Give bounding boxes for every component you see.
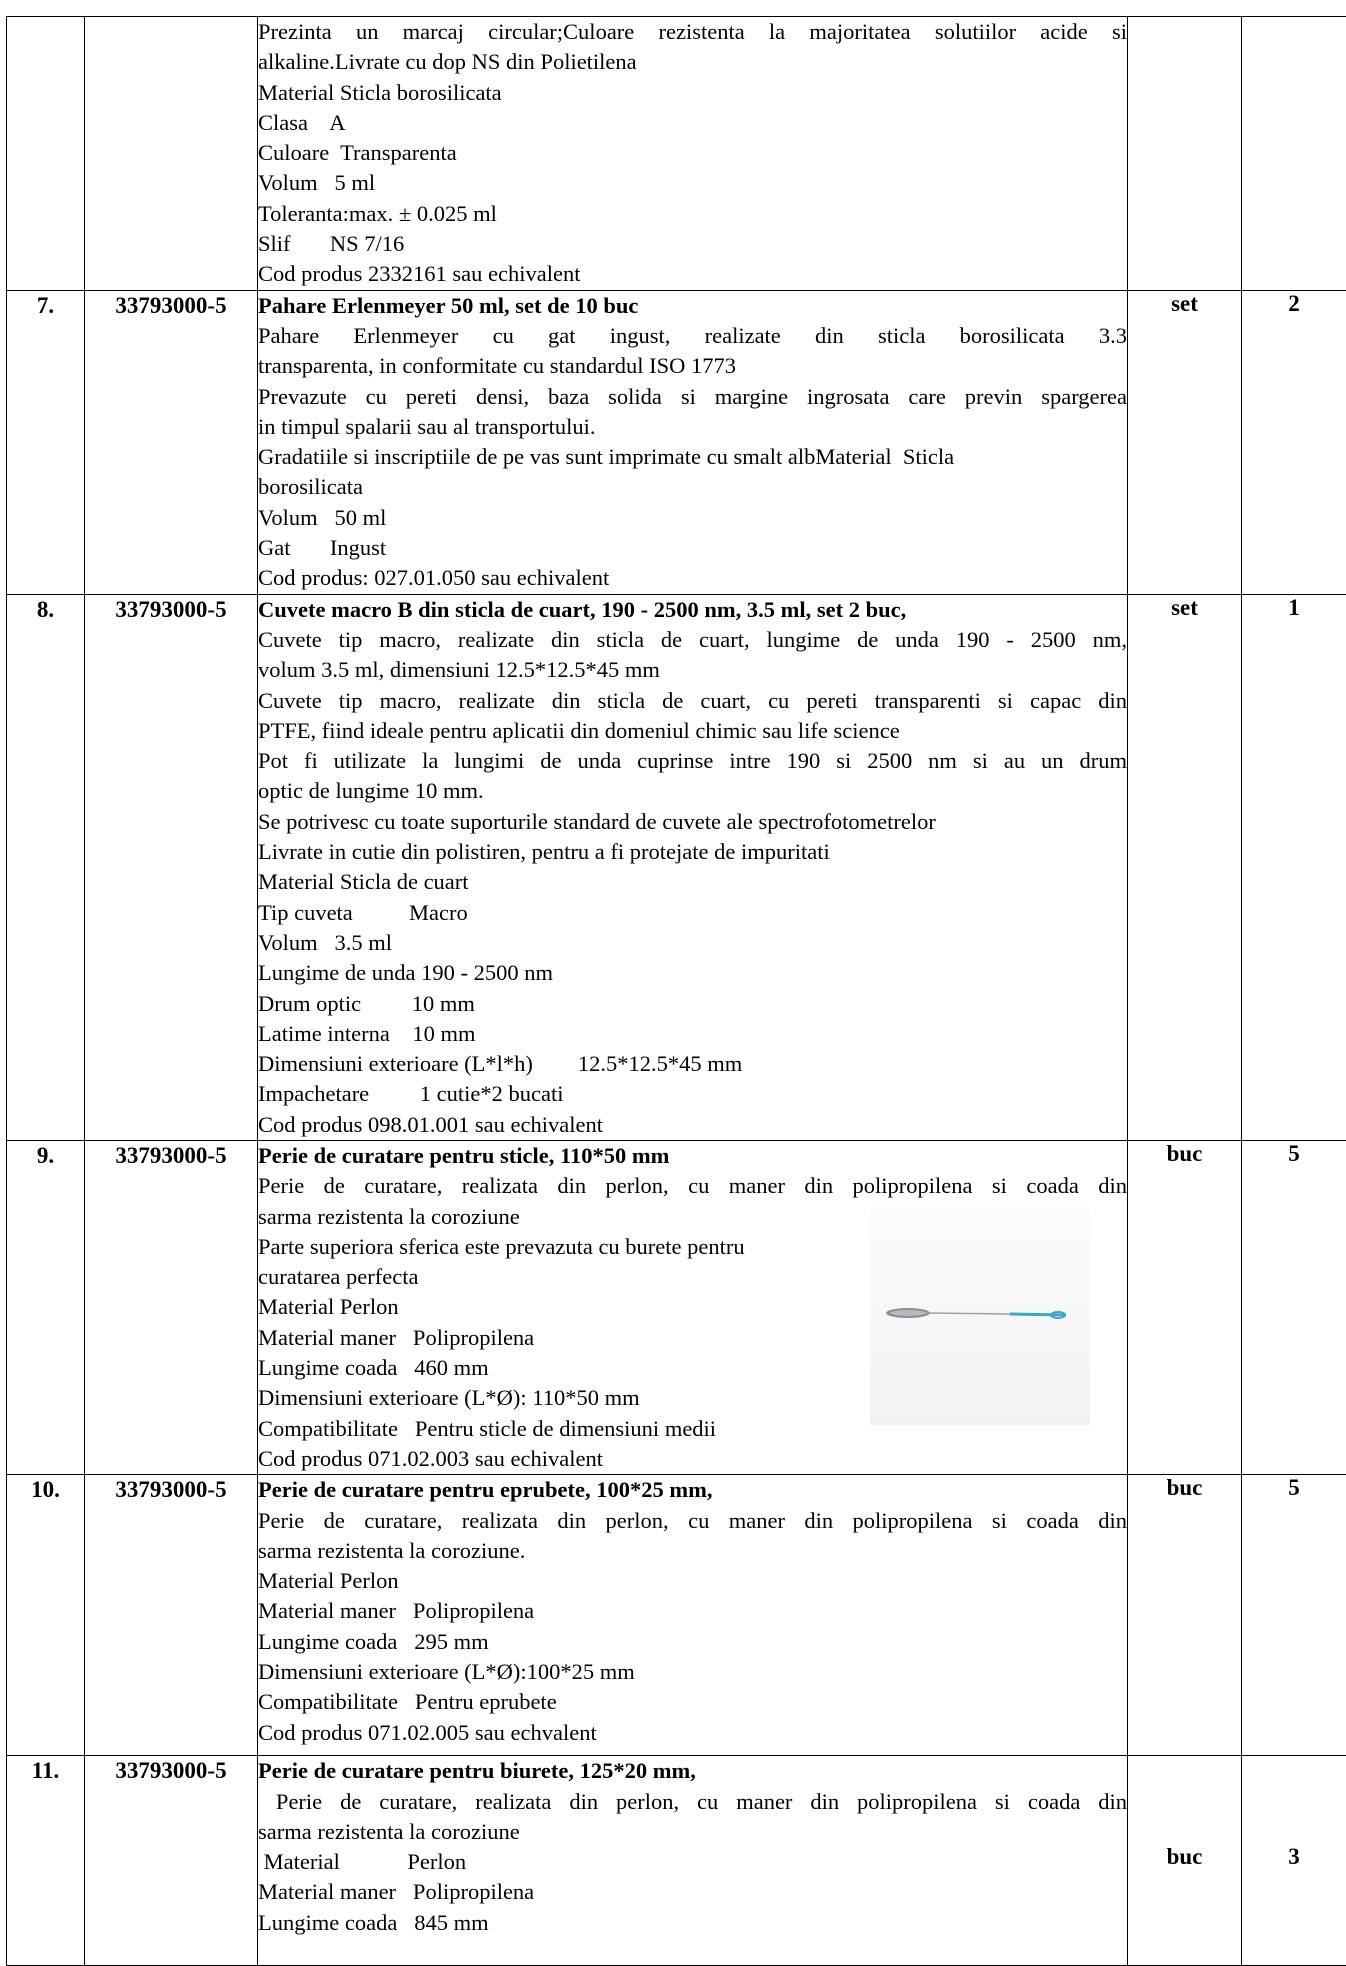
- description-line: Perie de curatare, realizata din perlon, cu maner din polipropilena si coada din: [258, 1506, 1127, 1536]
- quantity: 5: [1242, 1140, 1346, 1474]
- quantity: 2: [1242, 290, 1346, 594]
- table-row: [7, 17, 1346, 291]
- description-line: Cod produs 098.01.001 sau echivalent: [258, 1110, 1127, 1140]
- table-row: [7, 1756, 1346, 1966]
- description-line: Gat Ingust: [258, 533, 1127, 563]
- unit-of-measure: buc: [1128, 1140, 1242, 1474]
- description-line: Material maner Polipropilena: [258, 1596, 1127, 1626]
- description-line: borosilicata: [258, 472, 1127, 502]
- item-description: [258, 1140, 1128, 1474]
- description-line: sarma rezistenta la coroziune: [258, 1817, 1127, 1847]
- table-row: [7, 594, 1346, 1140]
- description-line: Se potrivesc cu toate suporturile standard de cuvete ale spectrofotometrelor: [258, 807, 1127, 837]
- description-line: Cod produs: 027.01.050 sau echivalent: [258, 563, 1127, 593]
- brush-icon: [870, 1205, 1090, 1425]
- specifications-table: [6, 16, 1346, 1966]
- item-number: 7.: [7, 290, 85, 594]
- description-line: Toleranta:max. ± 0.025 ml: [258, 199, 1127, 229]
- unit-of-measure: set: [1128, 594, 1242, 1140]
- item-description: [258, 1475, 1128, 1756]
- description-line: Pahare Erlenmeyer cu gat ingust, realizate din sticla borosilicata 3.3: [258, 321, 1127, 351]
- description-line: Lungime coada 295 mm: [258, 1627, 1127, 1657]
- description-line: Prezinta un marcaj circular;Culoare rezistenta la majoritatea solutiilor acide si: [258, 17, 1127, 47]
- description-line: Cuvete tip macro, realizate din sticla de cuart, cu pereti transparenti si capac din: [258, 686, 1127, 716]
- quantity: 5: [1242, 1475, 1346, 1756]
- quantity: 1: [1242, 594, 1346, 1140]
- description-line: Perie de curatare, realizata din perlon, cu maner din polipropilena si coada din: [258, 1787, 1127, 1817]
- description-line: Slif NS 7/16: [258, 229, 1127, 259]
- description-line: Impachetare 1 cutie*2 bucati: [258, 1079, 1127, 1109]
- description-line: Dimensiuni exterioare (L*Ø): 110*50 mm: [258, 1383, 1127, 1413]
- item-title: Perie de curatare pentru sticle, 110*50 mm: [258, 1141, 1127, 1171]
- description-line: Lungime de unda 190 - 2500 nm: [258, 958, 1127, 988]
- item-title: Perie de curatare pentru biurete, 125*20 mm,: [258, 1756, 1127, 1786]
- description-line: PTFE, fiind ideale pentru aplicatii din domeniul chimic sau life science: [258, 716, 1127, 746]
- description-line: Culoare Transparenta: [258, 138, 1127, 168]
- item-description: [258, 594, 1128, 1140]
- cpv-code: 33793000-5: [85, 290, 258, 594]
- description-line: Cod produs 071.02.005 sau echvalent: [258, 1718, 1127, 1748]
- description-line: Material Sticla borosilicata: [258, 78, 1127, 108]
- description-line: Material Perlon: [258, 1292, 1127, 1322]
- description-line: Volum 50 ml: [258, 503, 1127, 533]
- item-number: 10.: [7, 1475, 85, 1756]
- description-line: transparenta, in conformitate cu standardul ISO 1773: [258, 351, 1127, 381]
- table-row: [7, 1475, 1346, 1756]
- description-line: Compatibilitate Pentru eprubete: [258, 1687, 1127, 1717]
- item-title: Perie de curatare pentru eprubete, 100*25 mm,: [258, 1475, 1127, 1505]
- description-line: in timpul spalarii sau al transportului.: [258, 412, 1127, 442]
- description-line: Material maner Polipropilena: [258, 1323, 1127, 1353]
- description-line: curatarea perfecta: [258, 1262, 1127, 1292]
- item-description: [258, 17, 1128, 291]
- description-line: alkaline.Livrate cu dop NS din Polietilena: [258, 47, 1127, 77]
- item-number: 9.: [7, 1140, 85, 1474]
- unit-of-measure: buc: [1128, 1756, 1242, 1966]
- description-line: Pot fi utilizate la lungimi de unda cuprinse intre 190 si 2500 nm si au un drum: [258, 746, 1127, 776]
- cpv-code: 33793000-5: [85, 1140, 258, 1474]
- description-line: volum 3.5 ml, dimensiuni 12.5*12.5*45 mm: [258, 655, 1127, 685]
- description-line: Prevazute cu pereti densi, baza solida si margine ingrosata care previn spargerea: [258, 382, 1127, 412]
- description-line: Gradatiile si inscriptiile de pe vas sunt imprimate cu smalt albMaterial Sticla: [258, 442, 1127, 472]
- description-line: Volum 3.5 ml: [258, 928, 1127, 958]
- description-line: Material maner Polipropilena: [258, 1877, 1127, 1907]
- cpv-code: 33793000-5: [85, 1756, 258, 1966]
- description-line: Parte superiora sferica este prevazuta cu burete pentru: [258, 1232, 1127, 1262]
- item-number: 8.: [7, 594, 85, 1140]
- cpv-code: [85, 17, 258, 291]
- description-line: Dimensiuni exterioare (L*l*h) 12.5*12.5*45 mm: [258, 1049, 1127, 1079]
- description-line: Livrate in cutie din polistiren, pentru a fi protejate de impuritati: [258, 837, 1127, 867]
- item-title: Cuvete macro B din sticla de cuart, 190 - 2500 nm, 3.5 ml, set 2 buc,: [258, 595, 1127, 625]
- description-line: Drum optic 10 mm: [258, 989, 1127, 1019]
- item-number: [7, 17, 85, 291]
- item-description: [258, 1756, 1128, 1966]
- unit-of-measure: [1128, 17, 1242, 291]
- description-line: Latime interna 10 mm: [258, 1019, 1127, 1049]
- description-line: Material Perlon: [258, 1566, 1127, 1596]
- table-row: [7, 1140, 1346, 1474]
- description-line: Dimensiuni exterioare (L*Ø):100*25 mm: [258, 1657, 1127, 1687]
- description-line: Cod produs 071.02.003 sau echivalent: [258, 1444, 1127, 1474]
- description-line: Clasa A: [258, 108, 1127, 138]
- description-line: Cod produs 2332161 sau echivalent: [258, 259, 1127, 289]
- item-description: [258, 290, 1128, 594]
- item-number: 11.: [7, 1756, 85, 1966]
- cpv-code: 33793000-5: [85, 594, 258, 1140]
- description-line: Volum 5 ml: [258, 168, 1127, 198]
- unit-of-measure: set: [1128, 290, 1242, 594]
- description-line: Material Perlon: [258, 1847, 1127, 1877]
- description-line: sarma rezistenta la coroziune: [258, 1202, 1127, 1232]
- description-line: sarma rezistenta la coroziune.: [258, 1536, 1127, 1566]
- description-line: Perie de curatare, realizata din perlon, cu maner din polipropilena si coada din: [258, 1171, 1127, 1201]
- item-title: Pahare Erlenmeyer 50 ml, set de 10 buc: [258, 291, 1127, 321]
- bottle-brush-image: [870, 1205, 1090, 1425]
- unit-of-measure: buc: [1128, 1475, 1242, 1756]
- quantity: 3: [1242, 1756, 1346, 1966]
- description-line: Material Sticla de cuart: [258, 867, 1127, 897]
- description-line: Lungime coada 460 mm: [258, 1353, 1127, 1383]
- table-row: [7, 290, 1346, 594]
- description-line: Lungime coada 845 mm: [258, 1908, 1127, 1938]
- description-line: Cuvete tip macro, realizate din sticla de cuart, lungime de unda 190 - 2500 nm,: [258, 625, 1127, 655]
- cpv-code: 33793000-5: [85, 1475, 258, 1756]
- description-line: optic de lungime 10 mm.: [258, 776, 1127, 806]
- description-line: Tip cuveta Macro: [258, 898, 1127, 928]
- description-line: Compatibilitate Pentru sticle de dimensiuni medii: [258, 1414, 1127, 1444]
- quantity: [1242, 17, 1346, 291]
